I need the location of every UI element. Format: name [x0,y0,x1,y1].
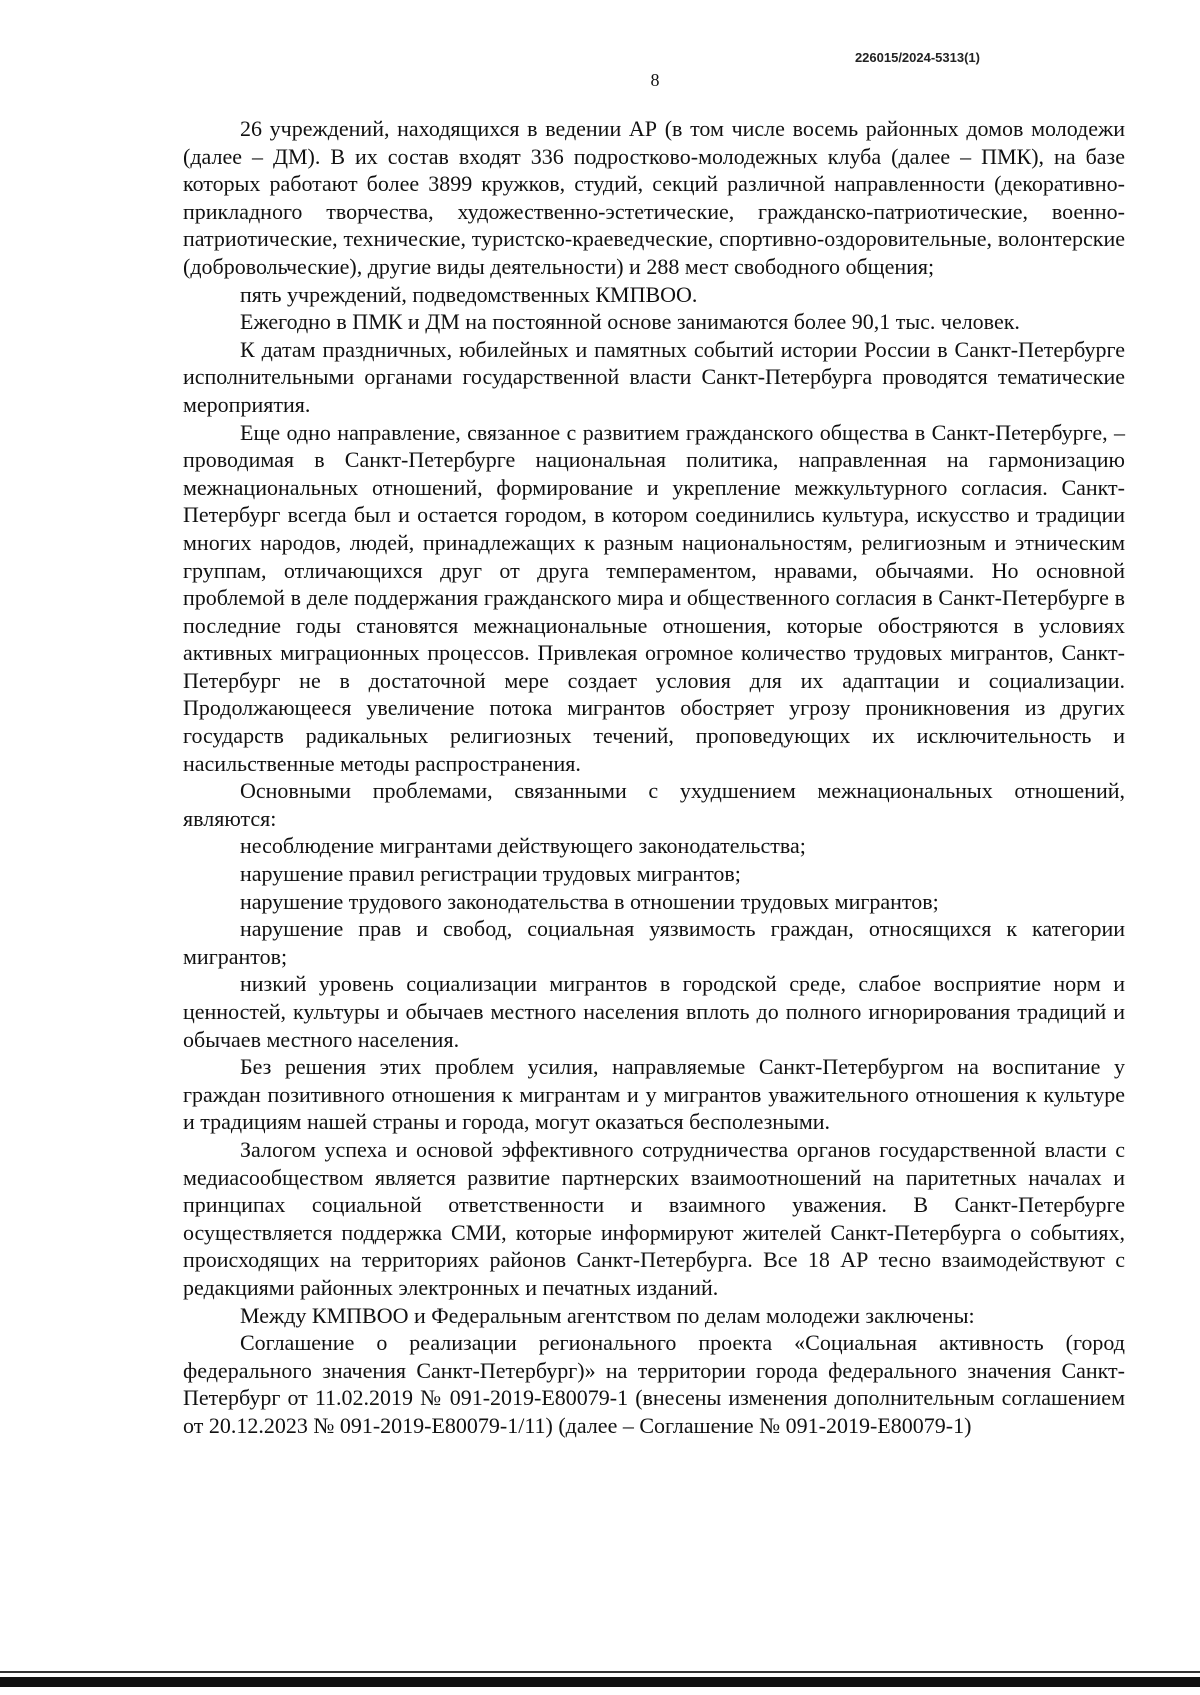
paragraph-annual-attendance: Ежегодно в ПМК и ДМ на постоянной основе занимаются более 90,1 тыс. человек. [240,309,1020,335]
scan-edge-line-thin [0,1671,1200,1673]
list-item-problem: нарушение трудового законодательства в отношении трудовых мигрантов; [240,888,939,914]
paragraph-without-solution: Без решения этих проблем усилия, направляемые Санкт-Петербургом на воспитание у граждан позитивного отношения к мигрантам и у мигрантов уважительного отношения к культуре и традициям нашей страны и города, могут оказаться бесполезными. [183,1054,1125,1135]
list-item-problem: нарушение правил регистрации трудовых мигрантов; [240,861,741,887]
list-item-problem: несоблюдение мигрантами действующего законодательства; [240,833,806,859]
paragraph-agreements-intro: Между КМПВОО и Федеральным агентством по делам молодежи заключены: [240,1302,975,1328]
list-item-problem: нарушение прав и свобод, социальная уязвимость граждан, относящихся к категории мигрантов; [183,916,1125,969]
page-number: 8 [650,70,660,90]
paragraph-national-policy: Еще одно направление, связанное с развитием гражданского общества в Санкт-Петербурге, – проводимая в Санкт-Петербурге национальная политика, направленная на гармонизацию межнациональных отношений, формирование и укрепление межкультурного согласия. Санкт-Петербург всегда был и остается городом, в котором соединились культура, искусство и традиции многих народов, людей, принадлежащих к разным национальностям, религиозным и этническим группам, отличающихся друг от друга темпераментом, нравами, обычаями. Но основной проблемой в деле поддержания гражданского мира и общественного согласия в Санкт-Петербурге в последние годы становятся межнациональные отношения, которые обостряются в условиях активных миграционных процессов. Привлекая огромное количество трудовых мигрантов, Санкт-Петербург не в достаточной мере создает условия для их адаптации и социализации. Продолжающееся увеличение потока мигрантов обостряет угрозу проникновения из других государств радикальных религиозных течений, проповедующих их исключительность и насильственные методы распространения. [183,419,1125,776]
paragraph-kmpvoo-institutions: пять учреждений, подведомственных КМПВОО. [240,281,698,307]
paragraph-media-cooperation: Залогом успеха и основой эффективного сотрудничества органов государственной власти с медиасообществом является развитие партнерских взаимоотношений на паритетных началах и принципах социальной ответственности и взаимного уважения. В Санкт-Петербурге осуществляется поддержка СМИ, которые информируют жителей Санкт-Петербурга о событиях, происходящих на территориях районов Санкт-Петербурга. Все 18 АР тесно взаимодействуют с редакциями районных электронных и печатных изданий. [183,1136,1125,1300]
paragraph-agreement-social-activity: Соглашение о реализации регионального проекта «Социальная активность (город федерального значения Санкт-Петербург)» на территории города федерального значения Санкт-Петербург от 11.02.2019 № 091-2019-Е80079-1 (внесены изменения дополнительным соглашением от 20.12.2023 № 091-2019-Е80079-1/11) (далее – Соглашение № 091-2019-Е80079-1) [183,1330,1125,1438]
paragraph-thematic-events: К датам праздничных, юбилейных и памятных событий истории России в Санкт-Петербурге исполнительными органами государственной власти Санкт-Петербурга проводятся тематические мероприятия. [183,336,1125,417]
document-id: 226015/2024-5313(1) [854,50,980,65]
paragraph-main-problems-intro: Основными проблемами, связанными с ухудшением межнациональных отношений, являются: [183,778,1125,831]
paragraph-institutions: 26 учреждений, находящихся в ведении АР (в том числе восемь районных домов молодежи (далее – ДМ). В их состав входят 336 подростково-молодежных клуба (далее – ПМК), на базе которых работают более 3899 кружков, студий, секций различной направленности (декоративно-прикладного творчества, художественно-эстетические, гражданско-патриотические, военно-патриотические, технические, туристско-краеведческие, спортивно-оздоровительные, волонтерские (добровольческие), другие виды деятельности) и 288 мест свободного общения; [183,116,1125,279]
list-item-problem: низкий уровень социализации мигрантов в городской среде, слабое восприятие норм и ценностей, культуры и обычаев местного населения вплоть до полного игнорирования традиций и обычаев местного населения. [183,971,1125,1052]
scan-edge-line [0,1677,1200,1687]
document-body [183,115,1125,1440]
